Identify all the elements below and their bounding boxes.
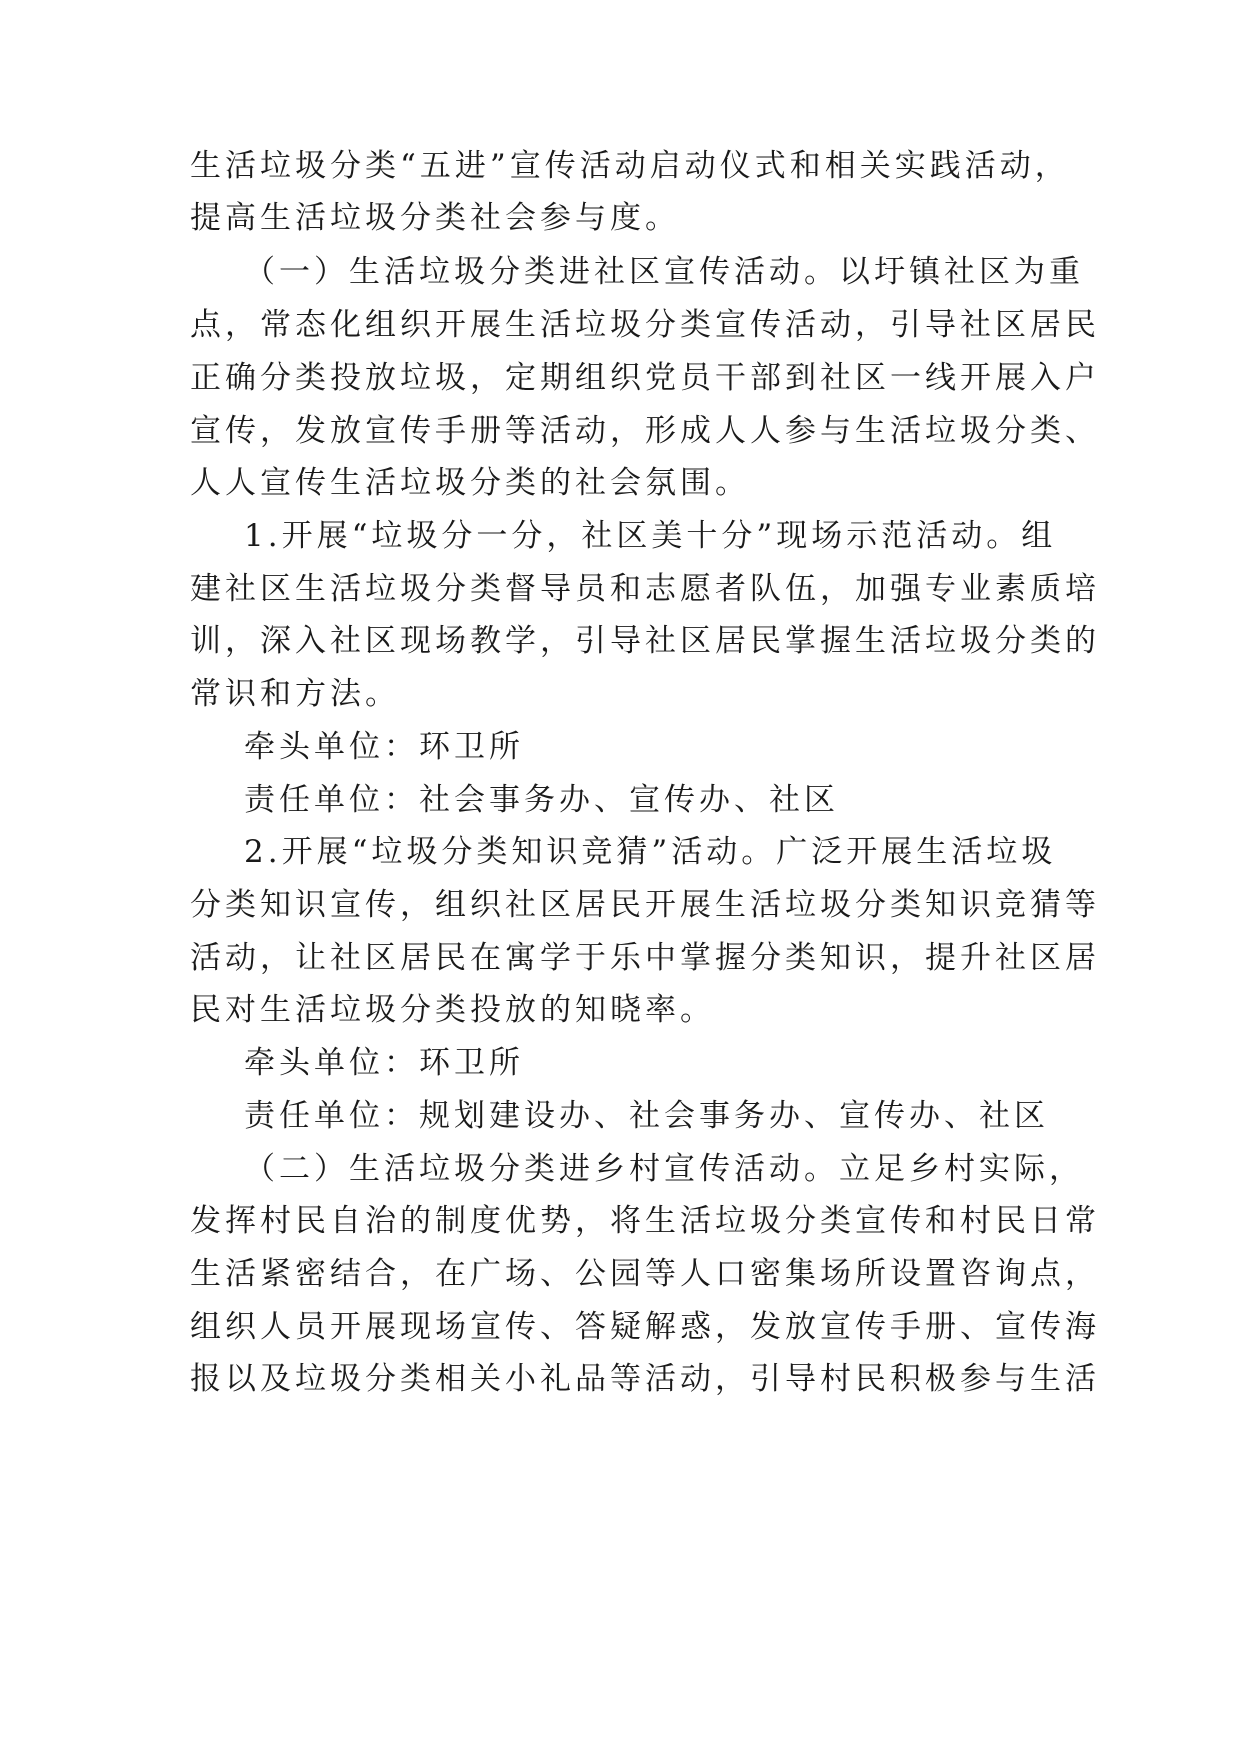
section-heading: （二）生活垃圾分类进乡村宣传活动。立足乡村实际， (244, 1151, 1084, 1187)
text-line: 活动，让社区居民在寓学于乐中掌握分类知识，提升社区居 (190, 940, 1100, 976)
text-line: 建社区生活垃圾分类督导员和志愿者队伍，加强专业素质培 (190, 571, 1100, 607)
item-heading: 1.开展“垃圾分一分，社区美十分”现场示范活动。组 (244, 518, 1057, 554)
text-line: 发挥村民自治的制度优势，将生活垃圾分类宣传和村民日常 (190, 1203, 1100, 1239)
text-line: 正确分类投放垃圾，定期组织党员干部到社区一线开展入户 (190, 360, 1100, 396)
text-line: 点，常态化组织开展生活垃圾分类宣传活动，引导社区居民 (190, 307, 1100, 343)
item-heading: 2.开展“垃圾分类知识竞猜”活动。广泛开展生活垃圾 (244, 834, 1057, 870)
text-line: 常识和方法。 (190, 676, 400, 712)
text-line: 人人宣传生活垃圾分类的社会氛围。 (190, 465, 750, 501)
lead-unit: 牵头单位：环卫所 (244, 729, 524, 765)
text-line: 训，深入社区现场教学，引导社区居民掌握生活垃圾分类的 (190, 623, 1100, 659)
text-line: 提高生活垃圾分类社会参与度。 (190, 200, 680, 236)
text-line: 宣传，发放宣传手册等活动，形成人人参与生活垃圾分类、 (190, 413, 1100, 449)
lead-unit: 牵头单位：环卫所 (244, 1045, 524, 1081)
section-heading: （一）生活垃圾分类进社区宣传活动。以圩镇社区为重 (244, 254, 1084, 290)
responsible-units: 责任单位：社会事务办、宣传办、社区 (244, 782, 839, 818)
text-line: 生活垃圾分类“五进”宣传活动启动仪式和相关实践活动， (190, 148, 1070, 184)
text-line: 民对生活垃圾分类投放的知晓率。 (190, 992, 715, 1028)
responsible-units: 责任单位：规划建设办、社会事务办、宣传办、社区 (244, 1098, 1049, 1134)
text-line: 生活紧密结合，在广场、公园等人口密集场所设置咨询点， (190, 1256, 1100, 1292)
text-line: 报以及垃圾分类相关小礼品等活动，引导村民积极参与生活 (190, 1361, 1100, 1397)
text-line: 分类知识宣传，组织社区居民开展生活垃圾分类知识竞猜等 (190, 887, 1100, 923)
text-line: 组织人员开展现场宣传、答疑解惑，发放宣传手册、宣传海 (190, 1309, 1100, 1345)
